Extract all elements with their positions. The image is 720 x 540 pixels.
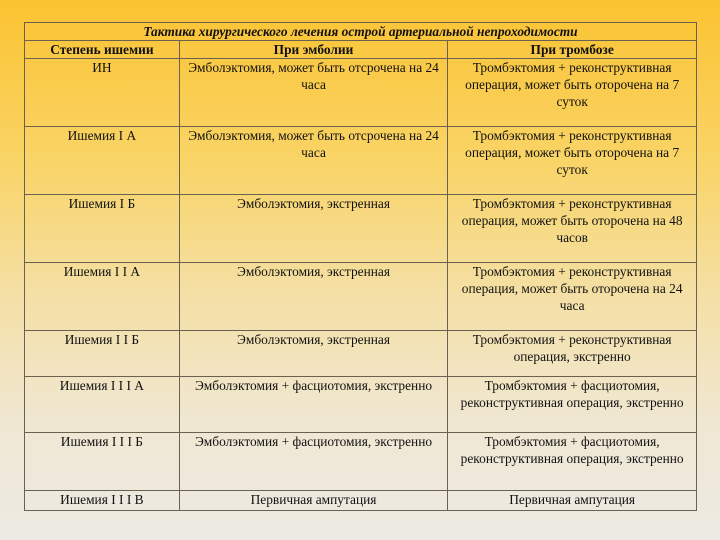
tactics-table (24, 22, 697, 511)
table-row (25, 331, 697, 377)
ischemia-grade-cell: Ишемия I I I В (25, 491, 180, 511)
ischemia-grade-cell: Ишемия I I Б (25, 331, 180, 377)
ischemia-grade-cell: ИН (25, 59, 180, 127)
ischemia-grade-cell: Ишемия I I А (25, 263, 180, 331)
thrombosis-cell: Тромбэктомия + реконструктивная операция, может быть оторочена на 7 суток (448, 127, 697, 195)
table-title: Тактика хирургического лечения острой артериальной непроходимости (25, 23, 697, 41)
ischemia-grade-cell: Ишемия I А (25, 127, 180, 195)
header-thrombosis: При тромбозе (448, 41, 697, 59)
thrombosis-cell: Тромбэктомия + реконструктивная операция, может быть оторочена на 48 часов (448, 195, 697, 263)
caption-row (25, 23, 697, 41)
header-row (25, 41, 697, 59)
thrombosis-cell: Тромбэктомия + фасциотомия, реконструктивная операция, экстренно (448, 433, 697, 491)
header-ischemia-grade: Степень ишемии (25, 41, 180, 59)
header-embolism: При эмболии (179, 41, 448, 59)
table-row (25, 195, 697, 263)
thrombosis-cell: Тромбэктомия + фасциотомия, реконструктивная операция, экстренно (448, 377, 697, 433)
embolism-cell: Эмболэктомия + фасциотомия, экстренно (179, 433, 448, 491)
embolism-cell: Эмболэктомия, экстренная (179, 195, 448, 263)
table-row (25, 491, 697, 511)
table-row (25, 377, 697, 433)
thrombosis-cell: Тромбэктомия + реконструктивная операция, может быть оторочена на 24 часа (448, 263, 697, 331)
table-row (25, 59, 697, 127)
embolism-cell: Эмболэктомия, экстренная (179, 331, 448, 377)
thrombosis-cell: Тромбэктомия + реконструктивная операция, экстренно (448, 331, 697, 377)
ischemia-grade-cell: Ишемия I Б (25, 195, 180, 263)
embolism-cell: Эмболэктомия, может быть отсрочена на 24 часа (179, 59, 448, 127)
table-row (25, 433, 697, 491)
ischemia-grade-cell: Ишемия I I I А (25, 377, 180, 433)
ischemia-grade-cell: Ишемия I I I Б (25, 433, 180, 491)
embolism-cell: Эмболэктомия + фасциотомия, экстренно (179, 377, 448, 433)
embolism-cell: Первичная ампутация (179, 491, 448, 511)
table-row (25, 263, 697, 331)
thrombosis-cell: Тромбэктомия + реконструктивная операция, может быть оторочена на 7 суток (448, 59, 697, 127)
embolism-cell: Эмболэктомия, экстренная (179, 263, 448, 331)
embolism-cell: Эмболэктомия, может быть отсрочена на 24 часа (179, 127, 448, 195)
table-row (25, 127, 697, 195)
thrombosis-cell: Первичная ампутация (448, 491, 697, 511)
